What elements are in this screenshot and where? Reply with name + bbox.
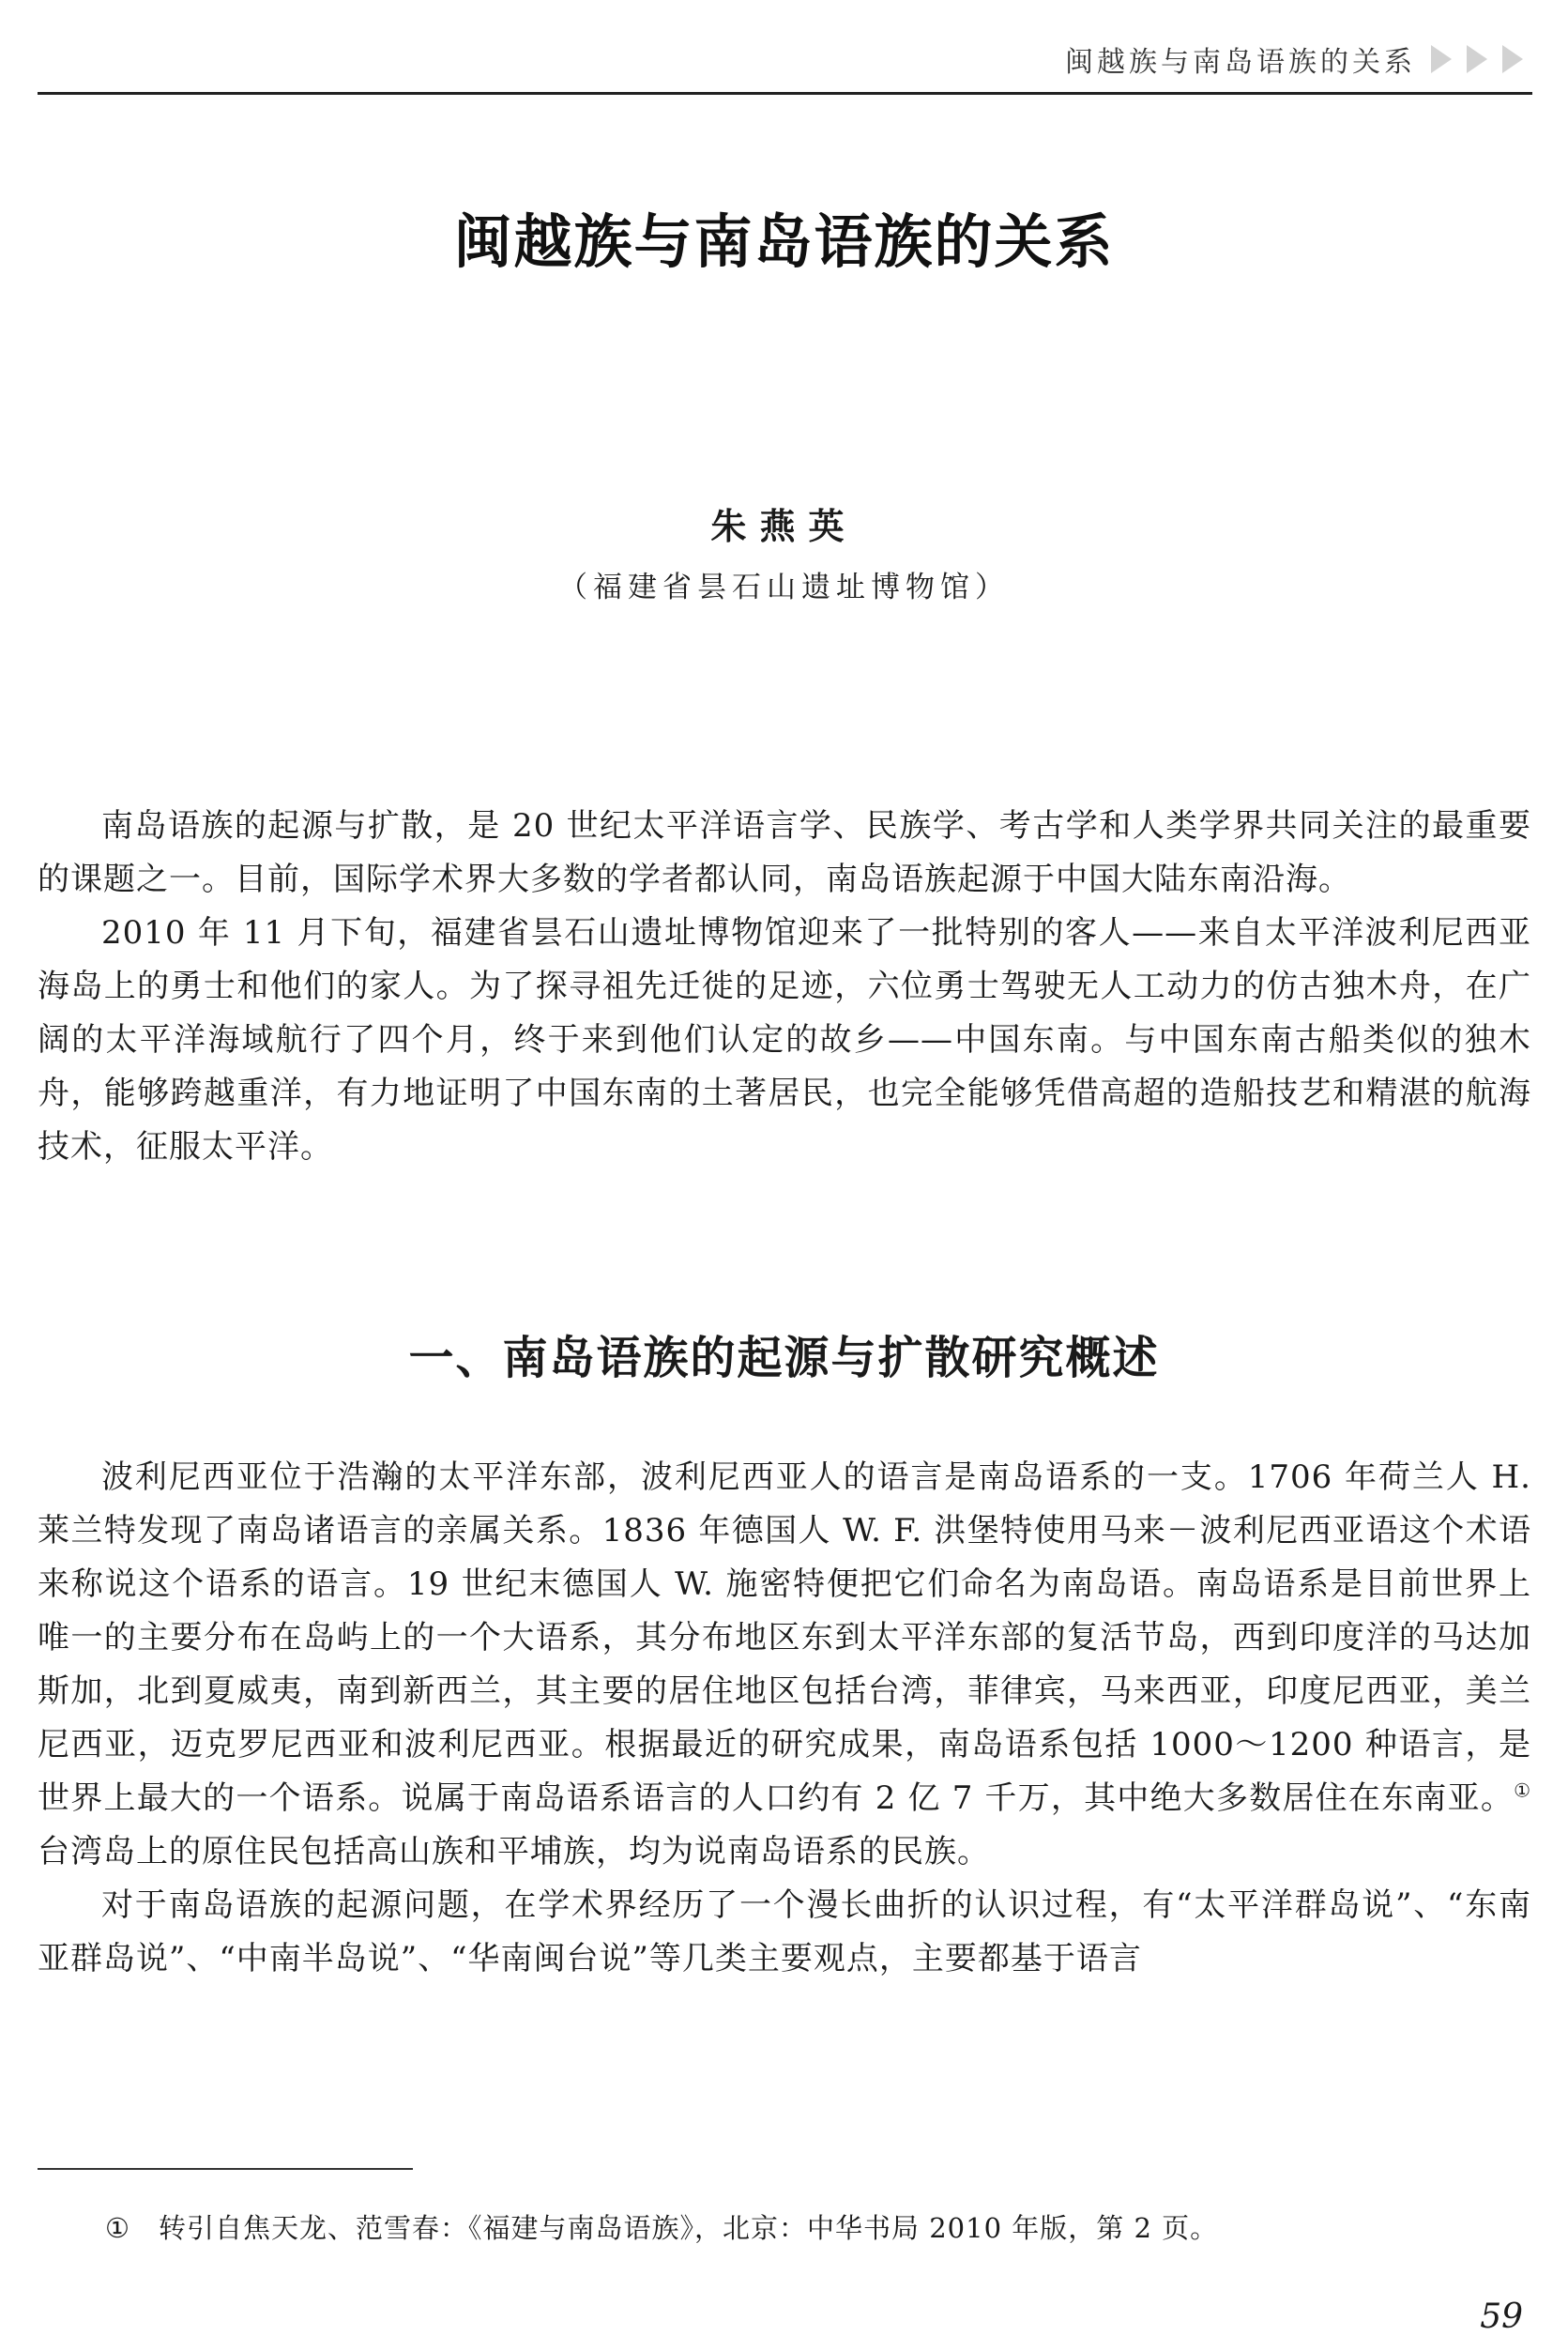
footnote [105,2207,1218,2246]
arrow-icon [1502,45,1523,73]
section-1-paragraph-2: 对于南岛语族的起源问题，在学术界经历了一个漫长曲折的认识过程，有“太平洋群岛说”、“东南亚群岛说”、“中南半岛说”、“华南闽台说”等几类主要观点，主要都基于语言 [38,1886,1531,1977]
header-rule [38,92,1532,95]
arrow-icon [1431,45,1452,73]
page-number: 59 [1480,2298,1523,2336]
footnote-mark: ① [105,2212,130,2244]
footnote-rule [38,2168,413,2170]
section-1-paragraph-1 [38,1451,1531,1879]
intro-paragraph-2: 2010 年 11 月下旬，福建省昙石山遗址博物馆迎来了一批特别的客人——来自太平洋波利尼西亚海岛上的勇士和他们的家人。为了探寻祖先迁徙的足迹，六位勇士驾驶无人工动力的仿古独木舟，在广阔的太平洋海域航行了四个月，终于来到他们认定的故乡——中国东南。与中国东南古船类似的独木舟，能够跨越重洋，有力地证明了中国东南的土著居民，也完全能够凭借高超的造船技艺和精湛的航海技术，征服太平洋。 [38,914,1531,1166]
running-header [1065,36,1523,83]
article-title: 闽越族与南岛语族的关系 [453,207,1115,276]
running-title: 闽越族与南岛语族的关系 [1065,46,1416,79]
intro-paragraph-1: 南岛语族的起源与扩散，是 20 世纪太平洋语言学、民族学、考古学和人类学界共同关注的最重要的课题之一。目前，国际学术界大多数的学者都认同，南岛语族起源于中国大陆东南沿海。 [38,807,1531,898]
paragraph-text: 波利尼西亚位于浩瀚的太平洋东部，波利尼西亚人的语言是南岛语系的一支。1706 年荷兰人 H. 莱兰特发现了南岛诸语言的亲属关系。1836 年德国人 W. F. 洪堡特使用马来－波利尼西亚语这个术语来称说这个语系的语言。19 世纪末德国人 W. 施密特便把它们命名为南岛语。南岛语系是目前世界上唯一的主要分布在岛屿上的一个大语系，其分布地区东到太平洋东部的复活节岛，西到印度洋的马达加斯加，北到夏威夷，南到新西兰，其主要的居住地区包括台湾，菲律宾，马来西亚，印度尼西亚，美兰尼西亚，迈克罗尼西亚和波利尼西亚。根据最近的研究成果，南岛语系包括 1000～1200 种语言，是世界上最大的一个语系。说属于南岛语系语言的人口约有 2 亿 7 千万，其中绝大多数居住在东南亚。 [38,1458,1531,1817]
footnote-text: 转引自焦天龙、范雪春：《福建与南岛语族》，北京：中华书局 2010 年版，第 2 页。 [159,2212,1219,2244]
header-arrows [1431,45,1523,73]
paragraph-text-tail: 台湾岛上的原住民包括高山族和平埔族，均为说南岛语系的民族。 [38,1833,990,1870]
author-affiliation: （福建省昙石山遗址博物馆） [558,571,1010,604]
arrow-icon [1467,45,1487,73]
section-1-body [38,1451,1531,1986]
article-author: 朱燕英 [710,505,858,547]
intro-section [38,800,1531,1174]
footnote-reference[interactable]: ① [1514,1779,1531,1802]
section-heading: 一、南岛语族的起源与扩散研究概述 [408,1332,1160,1384]
